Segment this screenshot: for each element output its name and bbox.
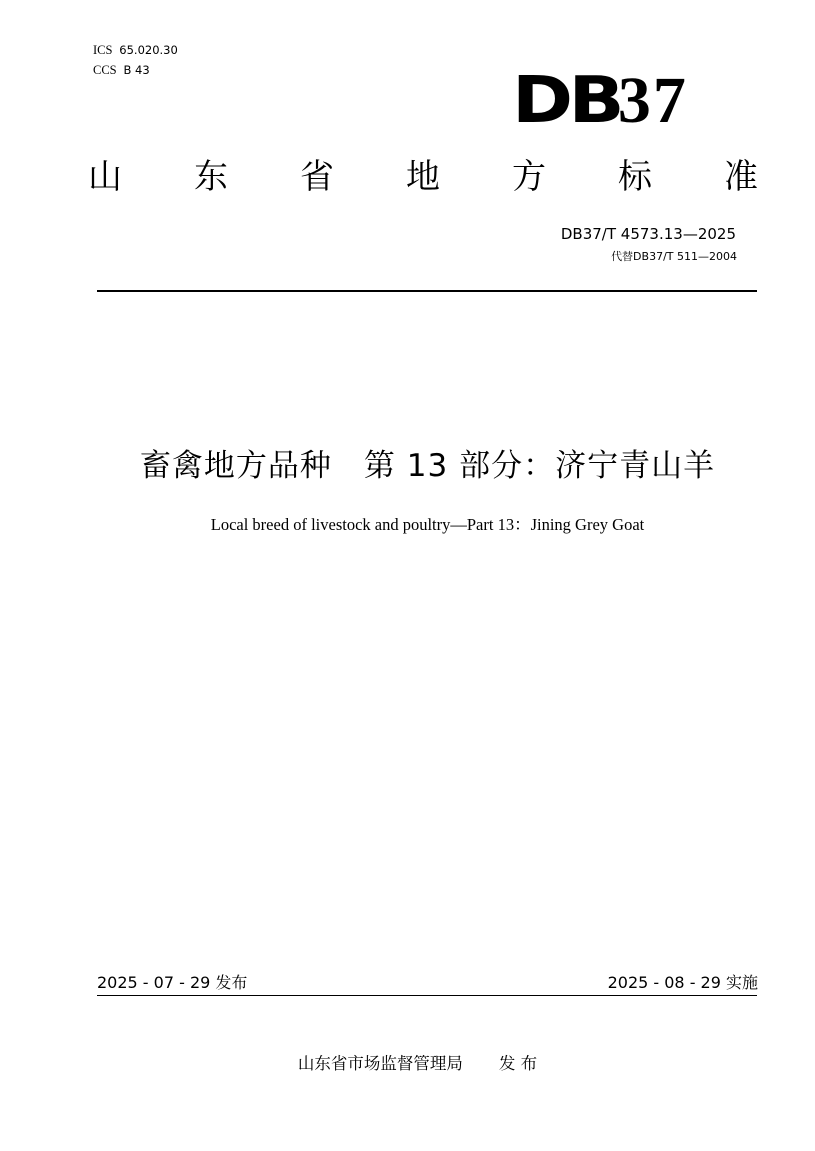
bottom-divider xyxy=(97,995,757,996)
ccs-value: B 43 xyxy=(123,63,150,77)
implement-date: 2025 - 08 - 29 实施 xyxy=(607,973,758,992)
replaces-note: 代替DB37/T 511—2004 xyxy=(611,250,737,263)
standard-type-char: 山 xyxy=(88,157,122,197)
standard-type-char: 省 xyxy=(300,157,334,197)
ccs-line xyxy=(93,60,178,80)
issuer-line xyxy=(0,1052,815,1076)
classification-codes xyxy=(93,40,178,80)
standard-type-char: 地 xyxy=(406,157,440,197)
standard-type-char: 标 xyxy=(618,157,652,197)
ccs-label: CCS xyxy=(93,63,117,77)
logo-letters: DB xyxy=(512,64,620,138)
publish-date: 2025 - 07 - 29 发布 xyxy=(97,973,248,992)
logo-number: 37 xyxy=(617,64,688,137)
ics-value: 65.020.30 xyxy=(119,43,178,57)
top-divider xyxy=(97,290,757,292)
issuer-action: 发 布 xyxy=(498,1054,538,1073)
title-english: Local breed of livestock and poultry—Part 13：Jining Grey Goat xyxy=(210,515,645,534)
standard-type-title xyxy=(88,155,758,199)
ics-line xyxy=(93,40,178,60)
ics-label: ICS xyxy=(93,43,113,57)
standard-type-char: 方 xyxy=(512,157,546,197)
standard-type-char: 东 xyxy=(194,157,228,197)
standard-type-char: 准 xyxy=(724,157,758,197)
standard-number: DB37/T 4573.13—2025 xyxy=(560,225,736,243)
issuer-name: 山东省市场监督管理局 xyxy=(297,1054,463,1073)
db37-logo xyxy=(512,64,688,138)
title-chinese: 畜禽地方品种 第 13 部分：济宁青山羊 xyxy=(139,448,716,484)
